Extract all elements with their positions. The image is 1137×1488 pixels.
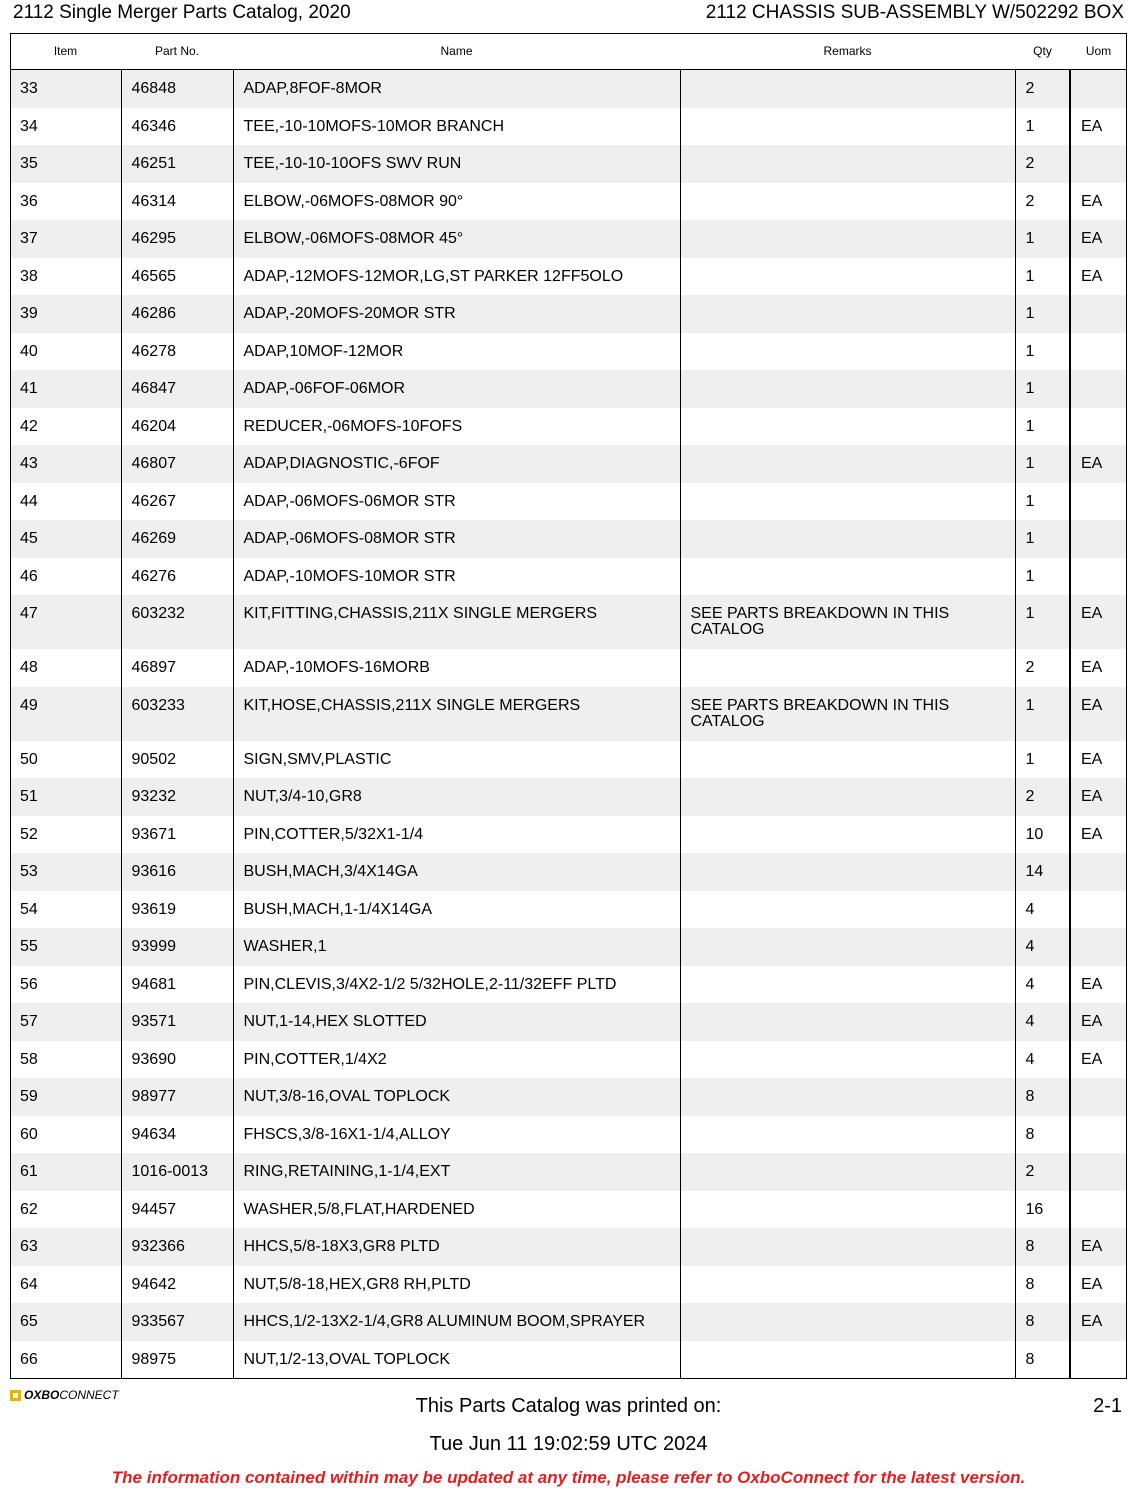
cell-uom: EA <box>1070 1041 1127 1079</box>
cell-part-no: 603233 <box>121 687 233 741</box>
cell-name: NUT,3/4-10,GR8 <box>233 778 680 816</box>
cell-part-no: 94642 <box>121 1266 233 1304</box>
cell-remarks: SEE PARTS BREAKDOWN IN THIS CATALOG <box>680 595 1015 649</box>
cell-part-no: 93619 <box>121 891 233 929</box>
cell-name: SIGN,SMV,PLASTIC <box>233 741 680 779</box>
cell-qty: 1 <box>1015 741 1070 779</box>
table-row <box>10 183 1127 221</box>
cell-item: 46 <box>20 567 38 585</box>
cell-qty: 1 <box>1015 258 1070 296</box>
cell-part-no: 93571 <box>121 1003 233 1041</box>
cell-item: 51 <box>10 778 121 816</box>
table-row <box>10 816 1127 854</box>
cell-uom: EA <box>1070 183 1127 221</box>
cell-name: HHCS,1/2-13X2-1/4,GR8 ALUMINUM BOOM,SPRAYER <box>233 1303 680 1341</box>
cell-name: ADAP,-10MOFS-16MORB <box>233 649 680 687</box>
cell-remarks <box>680 1228 1015 1266</box>
cell-qty: 10 <box>1015 816 1070 854</box>
cell-part-no: 93616 <box>121 853 233 891</box>
cell-part-no: 93999 <box>121 928 233 966</box>
cell-item: 60 <box>20 1125 38 1143</box>
assembly-title: 2112 CHASSIS SUB-ASSEMBLY W/502292 BOX <box>705 2 1124 23</box>
cell-uom: EA <box>1070 649 1127 687</box>
cell-name: BUSH,MACH,3/4X14GA <box>233 853 680 891</box>
cell-remarks <box>680 891 1015 929</box>
cell-remarks <box>680 183 1015 221</box>
cell-name: ADAP,8FOF-8MOR <box>233 70 680 108</box>
cell-uom <box>1070 483 1127 521</box>
parts-table-body <box>10 70 1127 1379</box>
cell-item: 54 <box>20 900 38 918</box>
column-header-name: Name <box>233 33 680 70</box>
cell-uom: EA <box>1070 220 1127 258</box>
cell-part-no: 1016-0013 <box>121 1153 233 1191</box>
cell-uom <box>1070 333 1127 371</box>
cell-part-no: 603232 <box>121 595 233 649</box>
cell-name: HHCS,5/8-18X3,GR8 PLTD <box>233 1228 680 1266</box>
cell-qty: 1 <box>1015 295 1070 333</box>
table-row <box>10 966 1127 1004</box>
cell-uom <box>1070 1191 1127 1229</box>
column-header-uom: Uom <box>1070 33 1127 70</box>
cell-name: WASHER,1 <box>233 928 680 966</box>
table-row <box>10 928 1127 966</box>
cell-remarks <box>680 520 1015 558</box>
cell-uom: EA <box>1070 108 1127 146</box>
cell-uom: EA <box>1070 1228 1127 1266</box>
cell-part-no: 46251 <box>121 145 233 183</box>
cell-item: 44 <box>20 492 38 510</box>
cell-remarks <box>680 741 1015 779</box>
cell-name: NUT,1-14,HEX SLOTTED <box>233 1003 680 1041</box>
column-header-remarks: Remarks <box>680 33 1015 70</box>
cell-qty: 1 <box>1015 108 1070 146</box>
cell-uom: EA <box>1070 687 1127 741</box>
cell-qty: 4 <box>1015 966 1070 1004</box>
cell-name: ADAP,-06FOF-06MOR <box>233 370 680 408</box>
cell-item: 62 <box>20 1200 38 1218</box>
cell-part-no: 46286 <box>121 295 233 333</box>
page-number: 2-1 <box>1093 1395 1122 1417</box>
table-header-row <box>10 33 1127 70</box>
cell-part-no: 46278 <box>121 333 233 371</box>
cell-qty: 2 <box>1015 1153 1070 1191</box>
cell-remarks <box>680 558 1015 596</box>
cell-qty: 4 <box>1015 891 1070 929</box>
cell-part-no: 90502 <box>121 741 233 779</box>
table-row <box>10 333 1127 371</box>
cell-item: 53 <box>10 853 121 891</box>
cell-item: 45 <box>10 520 121 558</box>
column-header-item: Item <box>10 33 121 70</box>
cell-item: 48 <box>20 659 38 676</box>
cell-item: 47 <box>10 595 121 649</box>
cell-uom <box>1070 1116 1127 1154</box>
cell-item: 58 <box>20 1050 38 1068</box>
cell-part-no: 93232 <box>121 778 233 816</box>
cell-name: KIT,FITTING,CHASSIS,211X SINGLE MERGERS <box>233 595 680 649</box>
cell-remarks <box>680 928 1015 966</box>
cell-part-no: 46346 <box>121 108 233 146</box>
cell-part-no: 46269 <box>121 520 233 558</box>
cell-qty: 4 <box>1015 1041 1070 1079</box>
catalog-title: 2112 Single Merger Parts Catalog, 2020 <box>13 2 351 23</box>
printed-date: Tue Jun 11 19:02:59 UTC 2024 <box>429 1433 708 1455</box>
cell-part-no: 98975 <box>121 1341 233 1379</box>
cell-item: 59 <box>10 1078 121 1116</box>
cell-item: 49 <box>10 687 121 741</box>
cell-part-no: 98977 <box>121 1078 233 1116</box>
cell-qty: 8 <box>1015 1078 1070 1116</box>
table-row <box>10 145 1127 183</box>
cell-uom <box>1070 520 1127 558</box>
cell-name: ELBOW,-06MOFS-08MOR 90° <box>233 183 680 221</box>
cell-qty: 8 <box>1015 1116 1070 1154</box>
cell-item: 64 <box>20 1275 38 1293</box>
cell-item: 42 <box>20 417 38 435</box>
table-row <box>10 258 1127 296</box>
table-row <box>10 483 1127 521</box>
cell-part-no: 933567 <box>121 1303 233 1341</box>
table-row <box>10 70 1127 108</box>
cell-item: 38 <box>20 267 38 285</box>
cell-uom <box>1070 370 1127 408</box>
cell-uom <box>1070 558 1127 596</box>
cell-name: NUT,1/2-13,OVAL TOPLOCK <box>233 1341 680 1379</box>
cell-qty: 8 <box>1015 1228 1070 1266</box>
cell-remarks <box>680 649 1015 687</box>
cell-part-no: 46847 <box>121 370 233 408</box>
cell-remarks <box>680 966 1015 1004</box>
cell-remarks <box>680 1041 1015 1079</box>
cell-item: 41 <box>10 370 121 408</box>
table-row <box>10 1303 1127 1341</box>
cell-remarks <box>680 1303 1015 1341</box>
update-notice: The information contained within may be updated at any time, please refer to OxboConnect for the latest version. <box>111 1468 1026 1487</box>
cell-name: BUSH,MACH,1-1/4X14GA <box>233 891 680 929</box>
cell-remarks: SEE PARTS BREAKDOWN IN THIS CATALOG <box>680 687 1015 741</box>
cell-qty: 2 <box>1015 145 1070 183</box>
cell-part-no: 46314 <box>121 183 233 221</box>
cell-uom: EA <box>1070 595 1127 649</box>
cell-uom: EA <box>1070 445 1127 483</box>
cell-name: ADAP,-12MOFS-12MOR,LG,ST PARKER 12FF5OLO <box>233 258 680 296</box>
cell-part-no: 93690 <box>121 1041 233 1079</box>
cell-uom <box>1070 1078 1127 1116</box>
cell-part-no: 46267 <box>121 483 233 521</box>
table-row <box>10 741 1127 779</box>
table-row <box>10 1003 1127 1041</box>
cell-qty: 1 <box>1015 220 1070 258</box>
cell-remarks <box>680 258 1015 296</box>
table-row <box>10 649 1127 687</box>
cell-name: ADAP,-06MOFS-08MOR STR <box>233 520 680 558</box>
cell-uom <box>1070 408 1127 446</box>
cell-qty: 8 <box>1015 1266 1070 1304</box>
cell-qty: 4 <box>1015 928 1070 966</box>
cell-remarks <box>680 483 1015 521</box>
cell-name: ELBOW,-06MOFS-08MOR 45° <box>233 220 680 258</box>
cell-item: 52 <box>20 825 38 843</box>
table-row <box>10 1191 1127 1229</box>
cell-item: 43 <box>10 445 121 483</box>
cell-uom: EA <box>1070 966 1127 1004</box>
cell-uom: EA <box>1070 778 1127 816</box>
cell-remarks <box>680 408 1015 446</box>
table-row <box>10 1116 1127 1154</box>
table-row <box>10 295 1127 333</box>
cell-qty: 8 <box>1015 1303 1070 1341</box>
cell-name: ADAP,10MOF-12MOR <box>233 333 680 371</box>
table-row <box>10 520 1127 558</box>
cell-uom: EA <box>1070 1266 1127 1304</box>
cell-remarks <box>680 445 1015 483</box>
cell-remarks <box>680 1341 1015 1379</box>
cell-name: ADAP,-20MOFS-20MOR STR <box>233 295 680 333</box>
cell-part-no: 46565 <box>121 258 233 296</box>
cell-uom <box>1070 1153 1127 1191</box>
cell-part-no: 94457 <box>121 1191 233 1229</box>
cell-uom <box>1070 295 1127 333</box>
table-row <box>10 445 1127 483</box>
cell-uom <box>1070 145 1127 183</box>
cell-item: 39 <box>10 295 121 333</box>
cell-remarks <box>680 220 1015 258</box>
cell-remarks <box>680 1078 1015 1116</box>
cell-part-no: 46295 <box>121 220 233 258</box>
cell-uom: EA <box>1070 816 1127 854</box>
cell-remarks <box>680 108 1015 146</box>
table-row <box>10 1041 1127 1079</box>
cell-name: FHSCS,3/8-16X1-1/4,ALLOY <box>233 1116 680 1154</box>
cell-qty: 2 <box>1015 70 1070 108</box>
cell-qty: 1 <box>1015 520 1070 558</box>
table-row <box>10 853 1127 891</box>
table-row <box>10 370 1127 408</box>
cell-qty: 8 <box>1015 1341 1070 1379</box>
cell-part-no: 46276 <box>121 558 233 596</box>
logo-text-rest: CONNECT <box>59 1388 119 1402</box>
cell-qty: 1 <box>1015 445 1070 483</box>
cell-name: ADAP,-06MOFS-06MOR STR <box>233 483 680 521</box>
cell-item: 57 <box>10 1003 121 1041</box>
cell-qty: 2 <box>1015 183 1070 221</box>
cell-item: 36 <box>20 192 38 210</box>
table-row <box>10 558 1127 596</box>
cell-remarks <box>680 816 1015 854</box>
cell-qty: 2 <box>1015 649 1070 687</box>
cell-name: PIN,COTTER,5/32X1-1/4 <box>233 816 680 854</box>
cell-item: 55 <box>10 928 121 966</box>
cell-item: 50 <box>20 750 38 768</box>
logo-text-bold: OXBO <box>24 1388 60 1402</box>
cell-remarks <box>680 1003 1015 1041</box>
cell-uom <box>1070 928 1127 966</box>
cell-remarks <box>680 1153 1015 1191</box>
cell-name: ADAP,DIAGNOSTIC,-6FOF <box>233 445 680 483</box>
cell-part-no: 94634 <box>121 1116 233 1154</box>
cell-item: 40 <box>20 342 38 360</box>
cell-item: 56 <box>20 975 38 993</box>
table-row <box>10 1341 1127 1379</box>
cell-qty: 2 <box>1015 778 1070 816</box>
cell-uom <box>1070 70 1127 108</box>
cell-remarks <box>680 70 1015 108</box>
cell-part-no: 932366 <box>121 1228 233 1266</box>
cell-part-no: 46204 <box>121 408 233 446</box>
cell-name: TEE,-10-10MOFS-10MOR BRANCH <box>233 108 680 146</box>
table-row <box>10 687 1127 741</box>
cell-uom: EA <box>1070 741 1127 779</box>
table-row <box>10 778 1127 816</box>
cell-name: PIN,COTTER,1/4X2 <box>233 1041 680 1079</box>
cell-qty: 14 <box>1015 853 1070 891</box>
cell-name: TEE,-10-10-10OFS SWV RUN <box>233 145 680 183</box>
cell-qty: 1 <box>1015 687 1070 741</box>
cell-part-no: 46848 <box>121 70 233 108</box>
cell-remarks <box>680 295 1015 333</box>
table-row <box>10 108 1127 146</box>
cell-remarks <box>680 145 1015 183</box>
cell-part-no: 46897 <box>121 649 233 687</box>
cell-name: NUT,5/8-18,HEX,GR8 RH,PLTD <box>233 1266 680 1304</box>
cell-part-no: 94681 <box>121 966 233 1004</box>
cell-remarks <box>680 370 1015 408</box>
table-row <box>10 595 1127 649</box>
cell-qty: 1 <box>1015 370 1070 408</box>
cell-name: KIT,HOSE,CHASSIS,211X SINGLE MERGERS <box>233 687 680 741</box>
cell-uom: EA <box>1070 1303 1127 1341</box>
table-row <box>10 1078 1127 1116</box>
cell-name: NUT,3/8-16,OVAL TOPLOCK <box>233 1078 680 1116</box>
cell-item: 66 <box>20 1350 38 1368</box>
printed-on-label: This Parts Catalog was printed on: <box>415 1395 722 1417</box>
cell-part-no: 46807 <box>121 445 233 483</box>
cell-remarks <box>680 333 1015 371</box>
cell-remarks <box>680 1266 1015 1304</box>
cell-qty: 4 <box>1015 1003 1070 1041</box>
cell-remarks <box>680 853 1015 891</box>
page-header <box>13 0 1124 28</box>
cell-name: PIN,CLEVIS,3/4X2-1/2 5/32HOLE,2-11/32EFF PLTD <box>233 966 680 1004</box>
cell-qty: 1 <box>1015 333 1070 371</box>
cell-name: WASHER,5/8,FLAT,HARDENED <box>233 1191 680 1229</box>
cell-uom <box>1070 1341 1127 1379</box>
cell-uom: EA <box>1070 258 1127 296</box>
cell-uom: EA <box>1070 1003 1127 1041</box>
cell-item: 61 <box>10 1153 121 1191</box>
cell-remarks <box>680 778 1015 816</box>
cell-item: 63 <box>10 1228 121 1266</box>
cell-qty: 1 <box>1015 408 1070 446</box>
table-row <box>10 220 1127 258</box>
cell-item: 37 <box>10 220 121 258</box>
table-row <box>10 1266 1127 1304</box>
cell-qty: 1 <box>1015 558 1070 596</box>
column-header-qty: Qty <box>1015 33 1070 70</box>
cell-remarks <box>680 1191 1015 1229</box>
table-row <box>10 408 1127 446</box>
cell-item: 65 <box>10 1303 121 1341</box>
parts-table <box>10 33 1127 1378</box>
cell-item: 35 <box>10 145 121 183</box>
table-row <box>10 891 1127 929</box>
table-row <box>10 1228 1127 1266</box>
cell-part-no: 93671 <box>121 816 233 854</box>
cell-qty: 1 <box>1015 483 1070 521</box>
cell-qty: 16 <box>1015 1191 1070 1229</box>
cell-item: 33 <box>10 70 121 108</box>
table-row <box>10 1153 1127 1191</box>
cell-name: RING,RETAINING,1-1/4,EXT <box>233 1153 680 1191</box>
cell-remarks <box>680 1116 1015 1154</box>
cell-uom <box>1070 853 1127 891</box>
cell-qty: 1 <box>1015 595 1070 649</box>
cell-name: ADAP,-10MOFS-10MOR STR <box>233 558 680 596</box>
cell-name: REDUCER,-06MOFS-10FOFS <box>233 408 680 446</box>
cell-item: 34 <box>20 117 38 135</box>
cell-uom <box>1070 891 1127 929</box>
column-header-part-no: Part No. <box>121 33 233 70</box>
